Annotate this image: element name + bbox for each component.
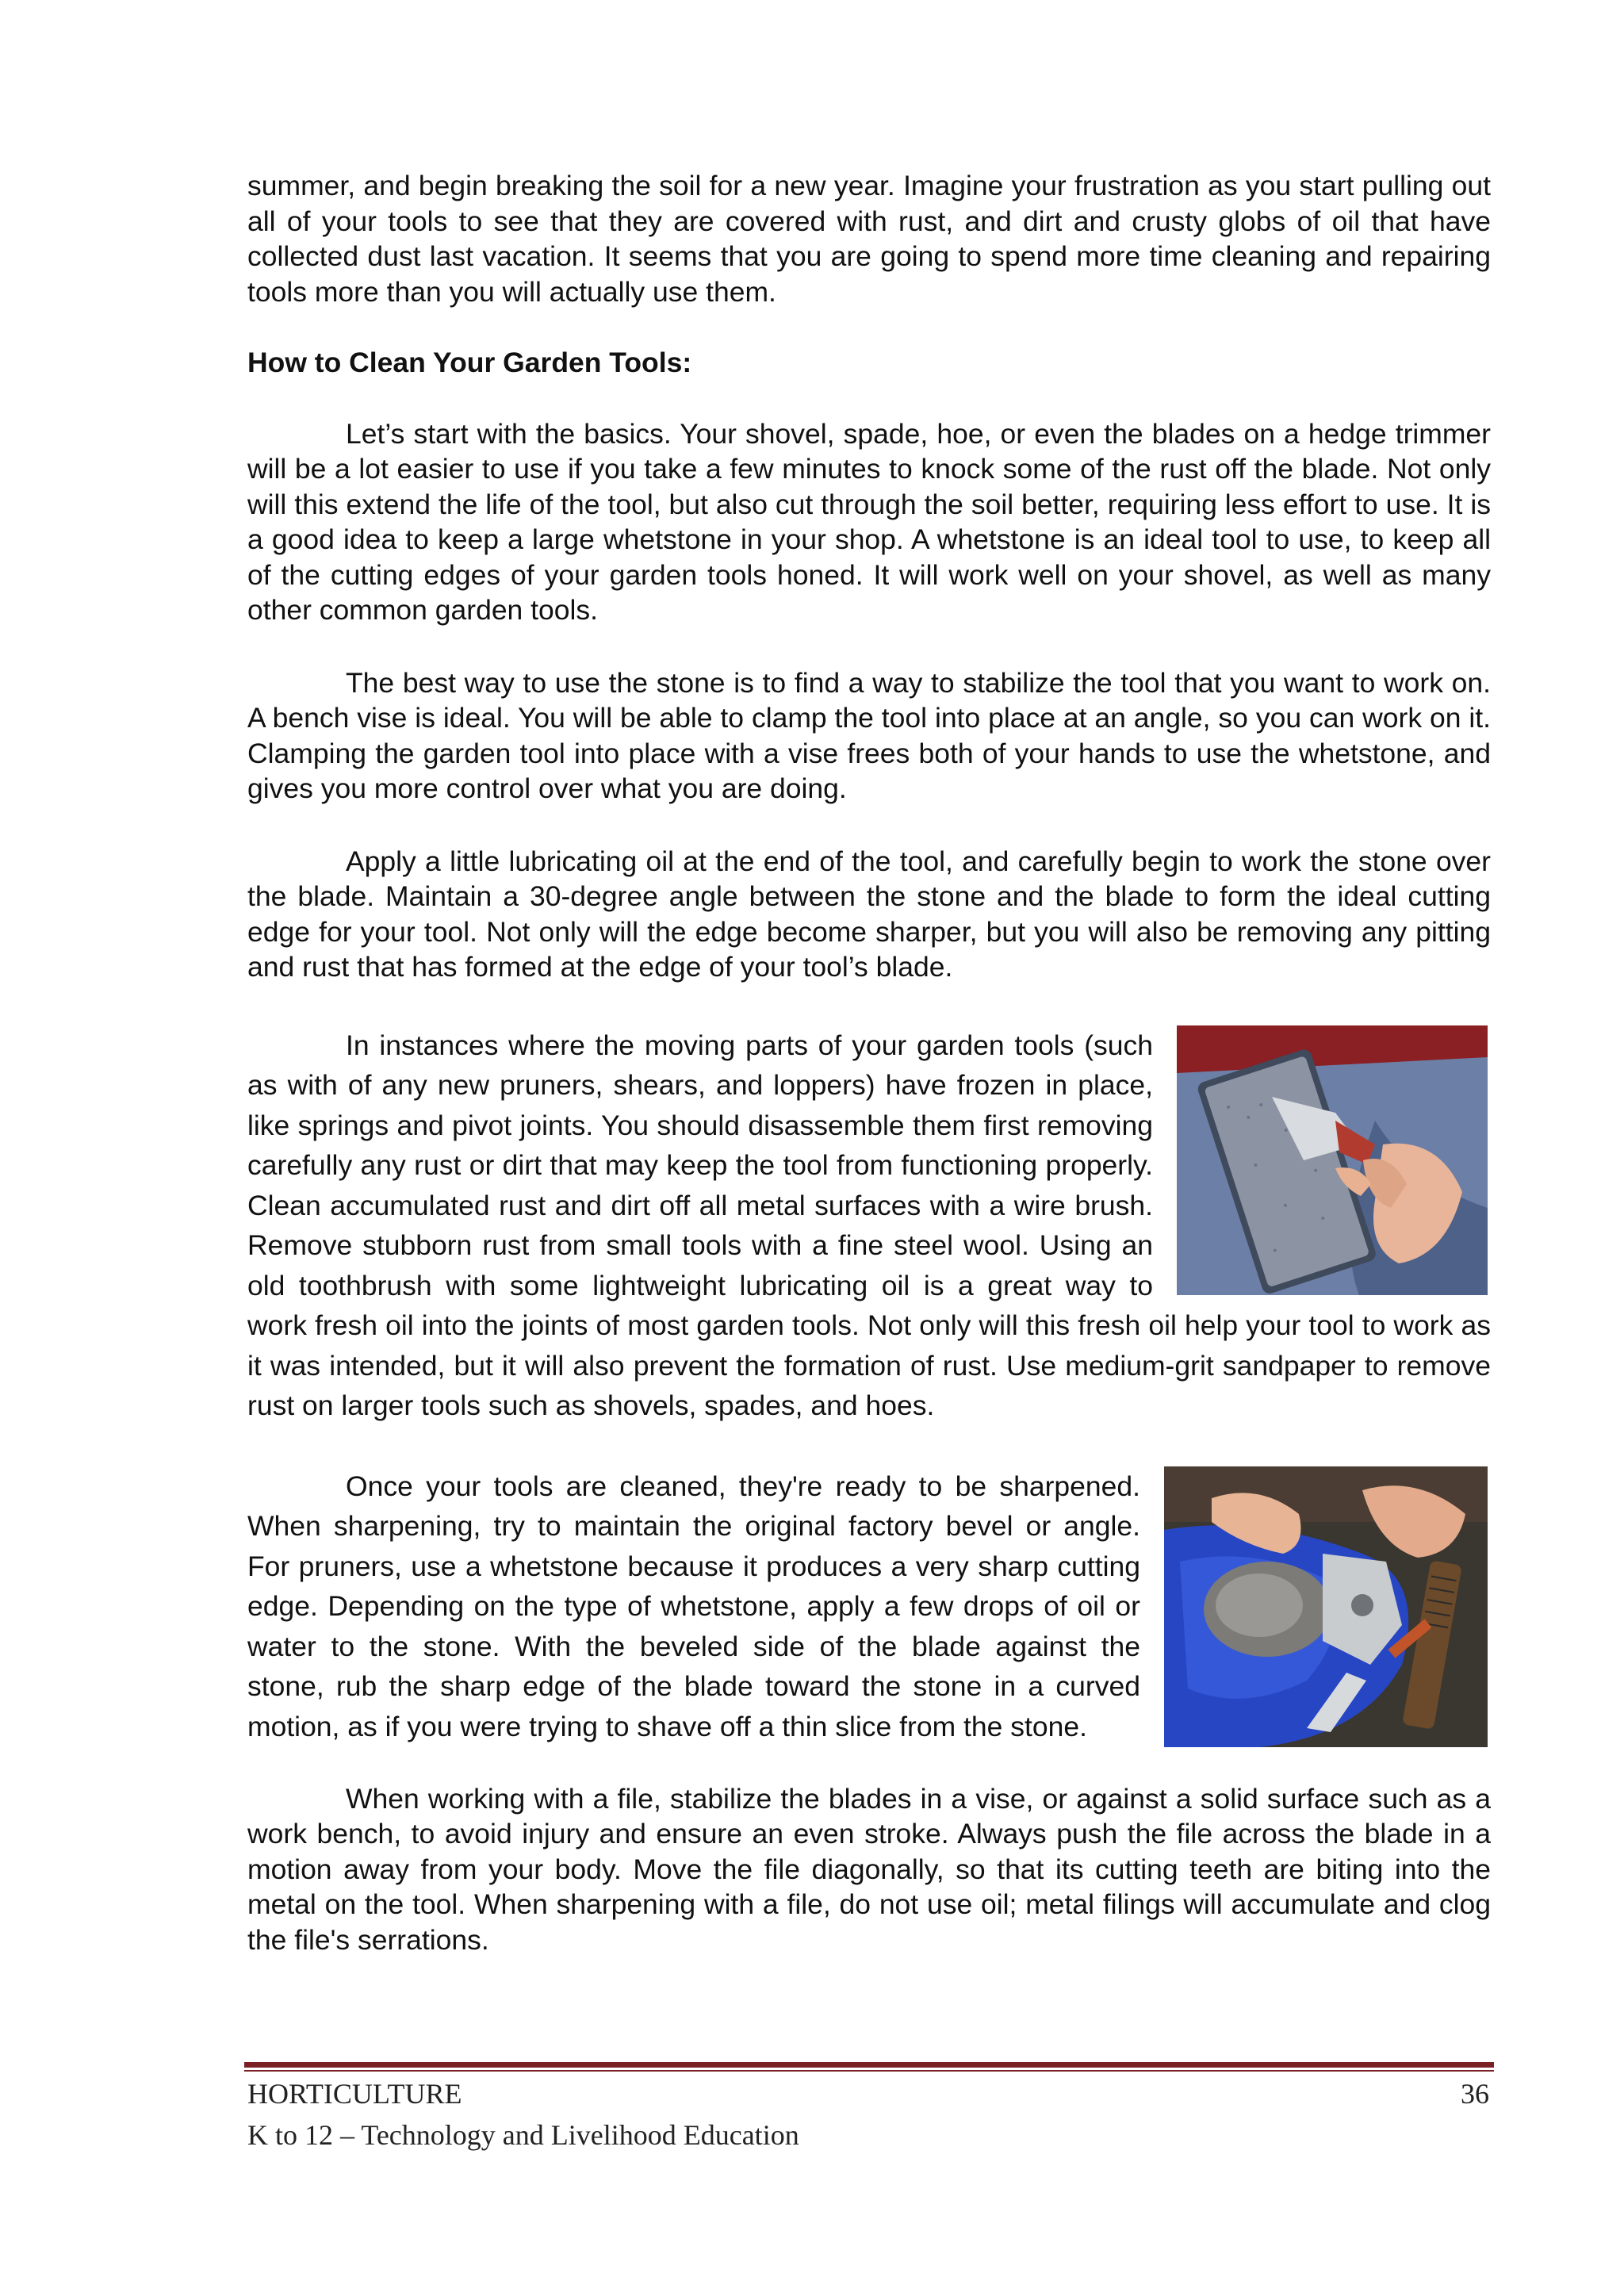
paragraph-lubricate: Apply a little lubricating oil at the end of the tool, and carefully begin to work the stone over the blade. Maintain a 30-degree angle between the stone and the blade to form the ideal cutting edge for your tool. Not only will the edge become sharper, but you will also be removing any pitting and rust that has formed at the edge of your tool’s blade. [247, 845, 1491, 983]
paragraph-stabilize: The best way to use the stone is to find a way to stabilize the tool that you want to work on. A bench vise is ideal. You will be able to clamp the tool into place at an angle, so you can work on it. Clamping the garden tool into place with a vise frees both of your hands to use the whetstone, and gives you more control over what you are doing. [247, 666, 1491, 804]
footer-rule [244, 2062, 1494, 2068]
footer-row [247, 2073, 1489, 2114]
footer-subject: HORTICULTURE [247, 2078, 462, 2110]
body-text [247, 168, 1491, 1957]
page-number: 36 [1461, 2078, 1489, 2110]
paragraph-sharpening: Once your tools are cleaned, they're ready to be sharpened. When sharpening, try to maintain the original factory bevel or angle. For pruners, use a whetstone because it produces a very sharp cutting edge. Depending on the type of whetstone, apply a few drops of oil or water to the stone. With the beveled side of the blade against the stone, rub the sharp edge of the blade toward the stone in a curved motion, as if you were trying to shave off a thin slice from the stone. [247, 1470, 1140, 1742]
whetstone-pruner-photo [1177, 1025, 1488, 1295]
paragraph-basics: Let’s start with the basics. Your shovel, spade, hoe, or even the blades on a hedge trimmer will be a lot easier to use if you take a few minutes to knock some of the rust off the blade. Not only will this extend the life of the tool, but also cut through the soil better, requiring less effort to use. It is a good idea to keep a large whetstone in your shop. A whetstone is an ideal tool to use, to keep all of the cutting edges of your garden tools honed. It will work well on your shovel, as well as many other common garden tools. [247, 417, 1491, 626]
sharpening-section [247, 1466, 1491, 1747]
paragraph-intro-continuation: summer, and begin breaking the soil for a new year. Imagine your frustration as you start pulling out all of your tools to see that they are covered with rust, and dirt and crusty globs of oil that have collected dust last vacation. It seems that you are going to spend more time cleaning and repairing tools more than you will actually use them. [247, 170, 1491, 308]
paragraph-moving-parts: In instances where the moving parts of your garden tools (such as with of any new pruners, shears, and loppers) have frozen in place, like springs and pivot joints. You should disassemble them first removing carefully any rust or dirt that may keep the tool from functioning properly. Clean accumulated rust and dirt off all metal surfaces with a wire brush. Remove stubborn rust from small tools with a fine steel wool. Using an old toothbrush with some lightweight lubricating oil is a great way to work fresh oil into the joints of most garden tools. Not only will this fresh oil help your tool to work as it was intended, but it will also prevent the formation of rust. Use medium-grit sandpaper to remove rust on larger tools such as shovels, spades, and hoes. [247, 1029, 1491, 1421]
footer-rule-thin [244, 2070, 1494, 2072]
footer-course: K to 12 – Technology and Livelihood Education [247, 2119, 799, 2151]
moving-parts-section [247, 1025, 1491, 1426]
sharpening-pruner-photo [1164, 1466, 1488, 1747]
section-heading: How to Clean Your Garden Tools: [247, 347, 692, 378]
paragraph-file: When working with a file, stabilize the blades in a vise, or against a solid surface such as a work bench, to avoid injury and ensure an even stroke. Always push the file across the blade in a motion away from your body. Move the file diagonally, so that its cutting teeth are biting into the metal on the tool. When sharpening with a file, do not use oil; metal filings will accumulate and clog the file's serrations. [247, 1782, 1491, 1956]
page-footer [247, 2073, 1489, 2156]
